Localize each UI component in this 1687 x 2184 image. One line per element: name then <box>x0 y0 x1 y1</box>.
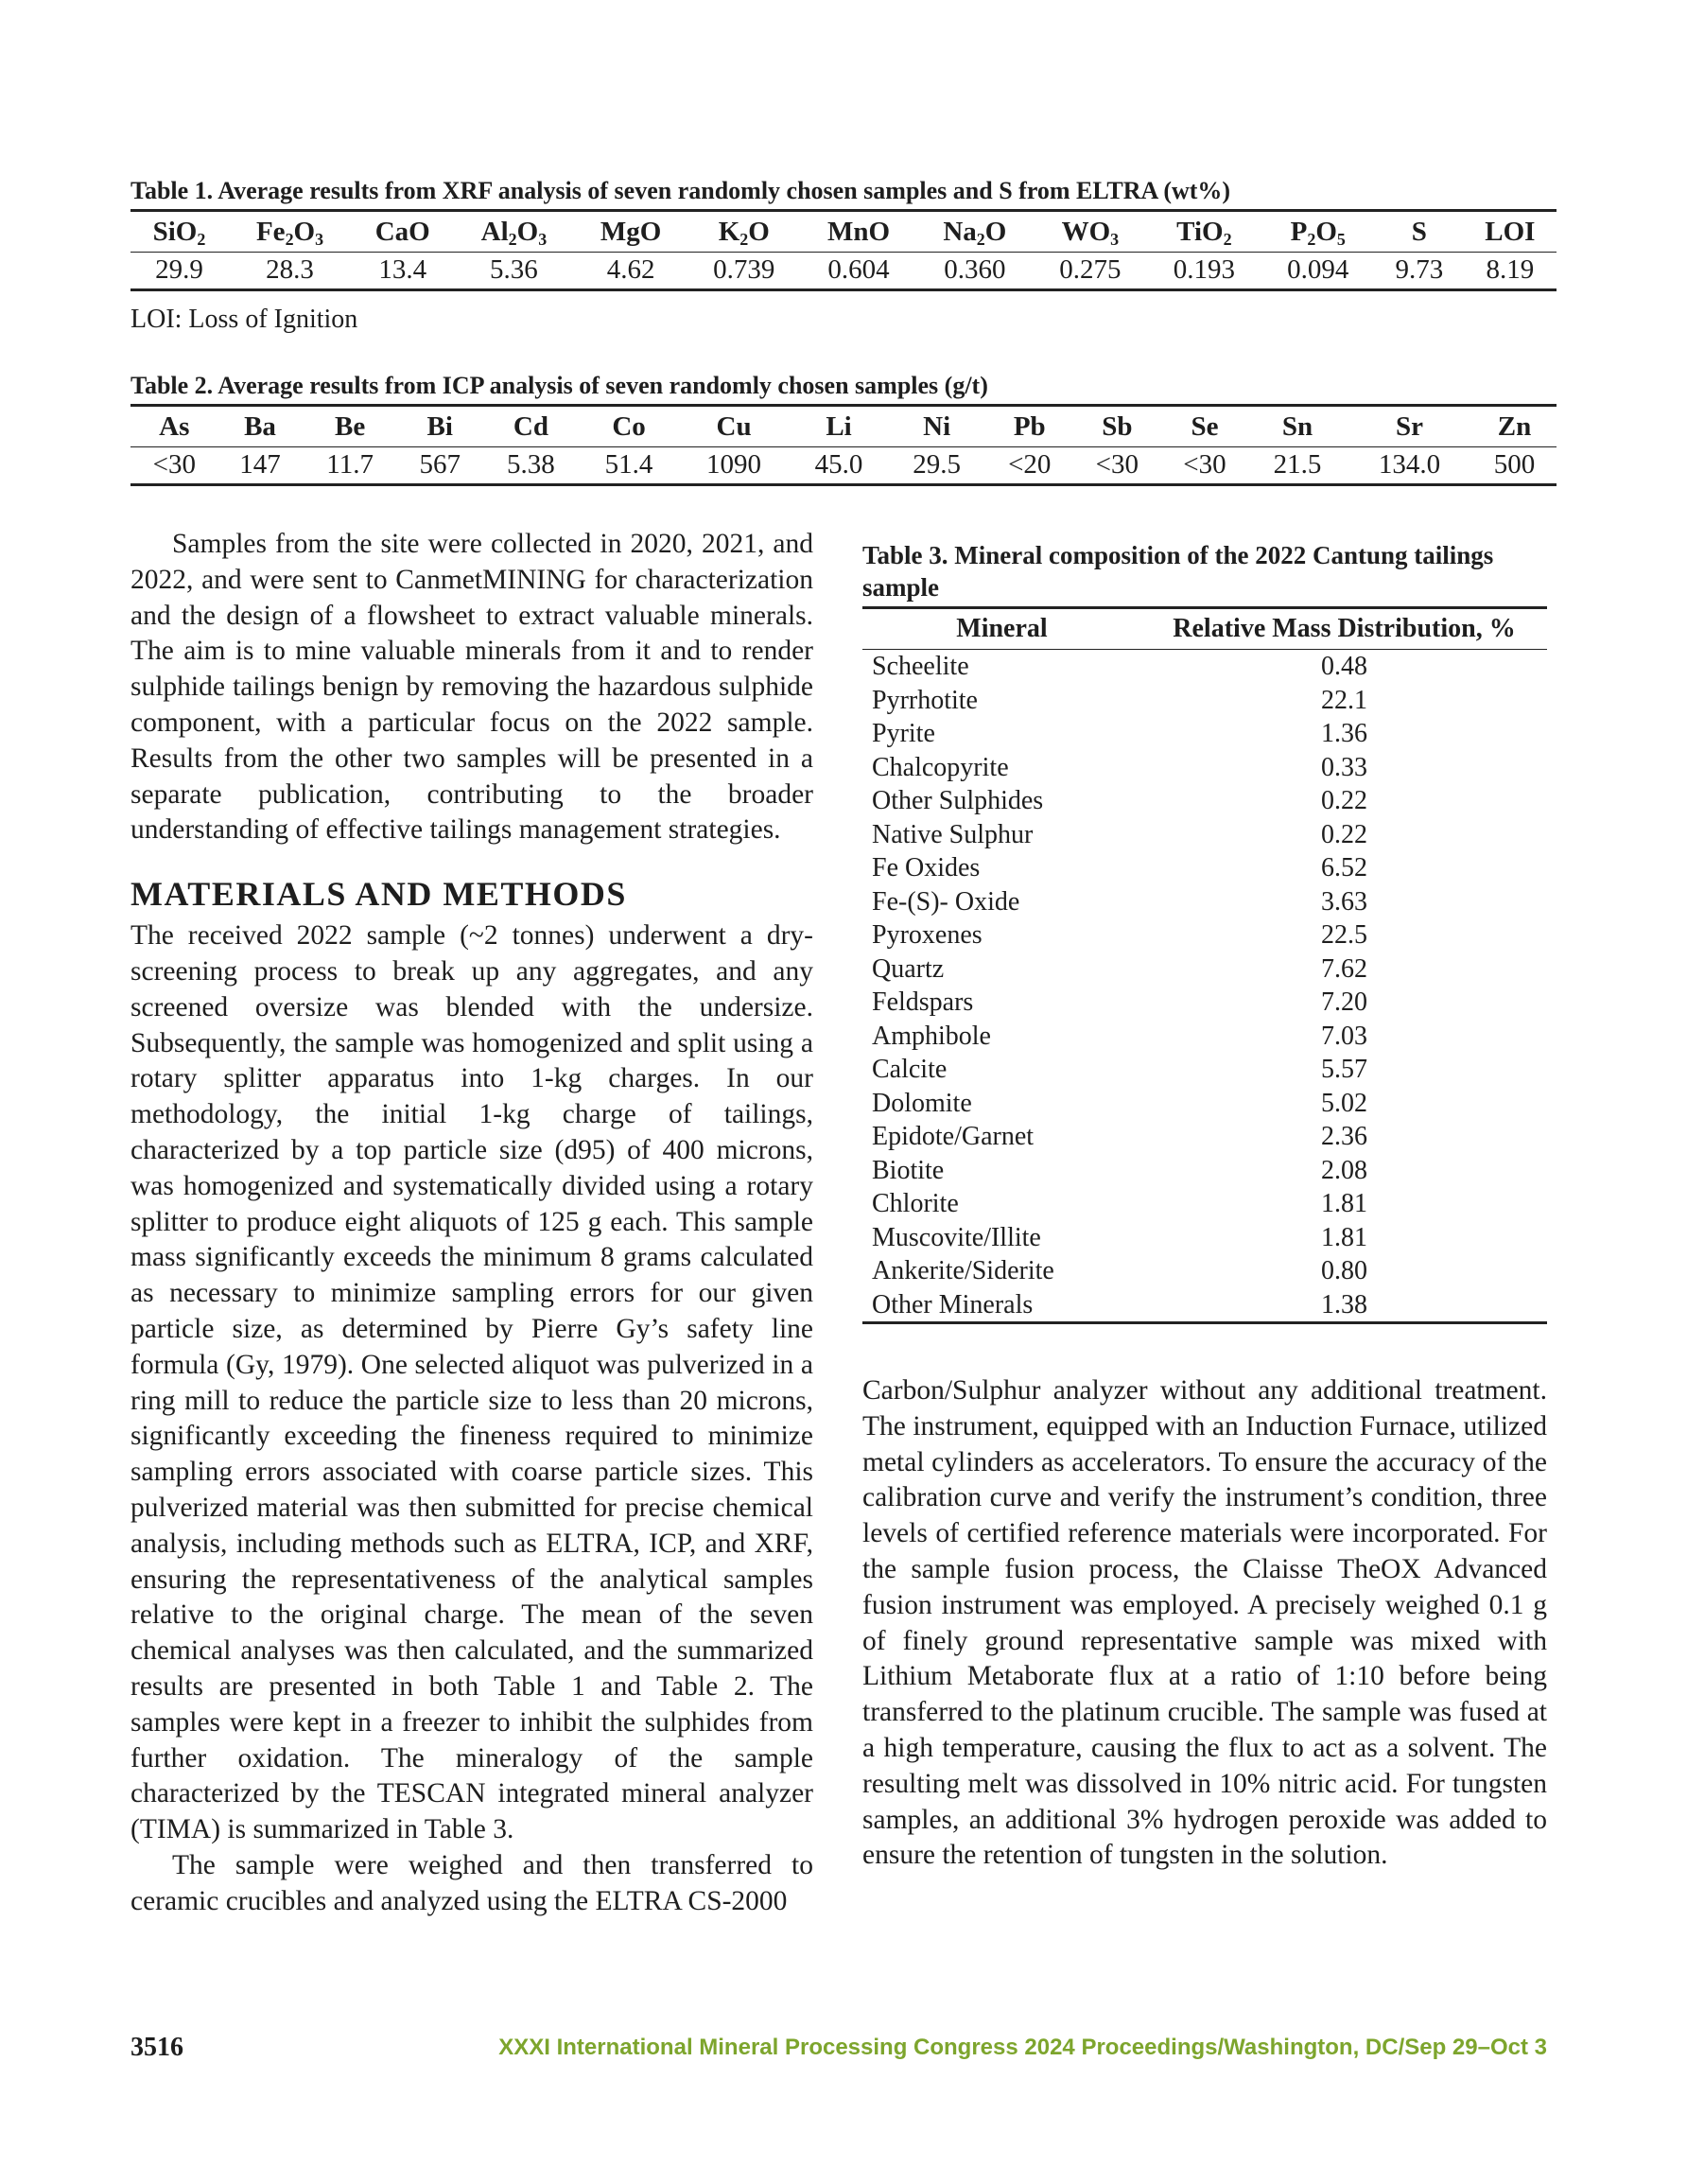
mineral-name: Pyrite <box>872 719 935 748</box>
table2-header-cell: Co <box>580 406 678 447</box>
table2-value-cell: <20 <box>985 447 1073 485</box>
table1-header-cell <box>1464 211 1557 253</box>
table1-value-cell: 4.62 <box>575 253 687 290</box>
mass-distribution-value: 22.5 <box>1321 920 1367 950</box>
subscript: 2 <box>1223 229 1232 249</box>
table2-value-cell: 5.38 <box>482 447 581 485</box>
mass-distribution-value: 1.36 <box>1321 719 1367 748</box>
mass-distribution-value: 1.81 <box>1321 1189 1367 1218</box>
mass-distribution-value: 7.03 <box>1321 1021 1367 1051</box>
table2-header-cell: As <box>130 406 218 447</box>
table3-row <box>862 1154 1547 1188</box>
table2-header-row <box>130 406 1557 447</box>
formula-part: O <box>984 216 1007 247</box>
body-paragraph-eltra: The sample were weighed and then transferred to ceramic crucibles and analyzed using the ELTRA CS-2000 <box>130 1849 813 1916</box>
table2-value-cell: 51.4 <box>580 447 678 485</box>
mass-distribution-value: 0.33 <box>1321 752 1367 782</box>
table3-row <box>862 1020 1547 1054</box>
mineral-name: Fe Oxides <box>872 853 981 882</box>
table1-header-cell <box>916 211 1034 253</box>
table1-value-cell: 0.275 <box>1034 253 1147 290</box>
table3-row <box>862 952 1547 987</box>
subscript: 3 <box>1110 229 1120 249</box>
mass-distribution-value: 0.48 <box>1321 652 1367 681</box>
table1-note: LOI: Loss of Ignition <box>130 305 358 334</box>
mass-distribution-value: 2.08 <box>1321 1155 1367 1185</box>
mass-distribution-value: 5.57 <box>1321 1055 1367 1084</box>
mineral-name: Epidote/Garnet <box>872 1122 1035 1151</box>
table1-header-cell <box>453 211 574 253</box>
table3-row <box>862 1087 1547 1121</box>
formula-part: O <box>293 216 316 247</box>
table2-header-cell: Sn <box>1248 406 1347 447</box>
table1-header-cell <box>801 211 916 253</box>
formula-part: TiO <box>1176 216 1224 247</box>
mass-distribution-value: 0.22 <box>1321 819 1367 849</box>
left-column <box>130 527 813 1919</box>
table3-row <box>862 784 1547 818</box>
table2-header-cell: Be <box>302 406 397 447</box>
formula-part: O <box>1315 216 1337 247</box>
table1-value-cell: 29.9 <box>130 253 228 290</box>
mass-distribution-value: 7.20 <box>1321 987 1367 1017</box>
table1-value-cell: 13.4 <box>352 253 453 290</box>
formula-part: P <box>1290 216 1308 247</box>
table2-value-cell: 1090 <box>678 447 790 485</box>
table1-header-row <box>130 211 1557 253</box>
mineral-name: Fe-(S)- Oxide <box>872 886 1020 917</box>
table3-row <box>862 751 1547 785</box>
table3-row <box>862 684 1547 718</box>
formula-part: Al <box>480 216 509 247</box>
mineral-name: Muscovite/Illite <box>872 1222 1041 1252</box>
table3-caption: Table 3. Mineral composition of the 2022 Cantung tailings sample <box>862 541 1494 602</box>
table3-row <box>862 1254 1547 1288</box>
table1-value-cell: 0.193 <box>1147 253 1261 290</box>
table1-value-cell: 0.360 <box>916 253 1034 290</box>
mass-distribution-value: 0.22 <box>1321 786 1367 815</box>
formula-part: Fe <box>255 216 286 247</box>
mineral-name: Biotite <box>872 1155 945 1185</box>
body-paragraph-intro: Samples from the site were collected in 2020, 2021, and 2022, and were sent to CanmetMINING for characterization and the design of a flowsheet to extract valuable minerals. The aim is to mine valuable minerals from it and to render sulphide tailings benign by removing the hazardous sulphide component, with a particular focus on the 2022 sample. Results from the other two samples will be presented in a separate publication, contributing to the broader understanding of effective tailings management strategies. <box>130 529 813 846</box>
mass-distribution-value: 1.38 <box>1141 1288 1547 1323</box>
table1-caption: Table 1. Average results from XRF analysis of seven randomly chosen samples and S from ELTRA (wt%) <box>130 177 1231 204</box>
table2-value-cell: <30 <box>1161 447 1249 485</box>
table2-value-cell: 21.5 <box>1248 447 1347 485</box>
table2-value-row <box>130 447 1557 485</box>
table1-value-cell: 28.3 <box>228 253 352 290</box>
right-column <box>862 1373 1547 1874</box>
subscript: 3 <box>538 229 548 249</box>
formula-part: LOI <box>1485 216 1536 247</box>
table1-xrf <box>130 209 1557 291</box>
mineral-name: Scheelite <box>872 652 969 681</box>
body-paragraph-methods: The received 2022 sample (~2 tonnes) underwent a dry-screening process to break up any aggregates, and any screened oversize was blended with the undersize. Subsequently, the sample was homogenized and split using a rotary splitter apparatus into 1-kg charges. In our methodology, the initial 1-kg charge of tailings, characterized by a top particle size (d95) of 400 microns, was homogenized and systematically divided using a rotary splitter to produce eight aliquots of 125 g each. This sample mass significantly exceeds the minimum 8 grams calculated as necessary to minimize sampling errors for our given particle size, as determined by Pierre Gy’s safety line formula (Gy, 1979). One selected aliquot was pulverized in a ring mill to reduce the particle size to less than 20 microns, significantly exceeding the fineness required to minimize sampling errors associated with coarse particle sizes. This pulverized material was then submitted for precise chemical analysis, including methods such as ELTRA, ICP, and XRF, ensuring the representativeness of the analytical samples relative to the original charge. The mean of the seven chemical analyses was then calculated, and the summarized results are presented in both Table 1 and Table 2. The samples were kept in a freezer to inhibit the sulphides from further oxidation. The mineralogy of the sample characterized by the TESCAN integrated mineral analyzer (TIMA) is summarized in Table 3. <box>130 920 813 1845</box>
table1-header-cell <box>352 211 453 253</box>
mineral-name: Pyroxenes <box>872 920 983 950</box>
subscript: 2 <box>197 229 206 249</box>
table1-value-cell: 8.19 <box>1464 253 1557 290</box>
table2-header-cell: Cu <box>678 406 790 447</box>
table1-value-cell: 0.094 <box>1261 253 1375 290</box>
mass-distribution-value: 1.81 <box>1321 1222 1367 1252</box>
subscript: 2 <box>285 229 294 249</box>
table2-header-cell: Zn <box>1472 406 1557 447</box>
formula-part: Na <box>943 216 977 247</box>
table2-header-cell: Sb <box>1073 406 1161 447</box>
table3-row <box>862 1053 1547 1087</box>
table1-value-cell: 0.604 <box>801 253 916 290</box>
mass-distribution-value: 6.52 <box>1321 853 1367 882</box>
table1-header-cell <box>228 211 352 253</box>
table2-header-cell: Cd <box>482 406 581 447</box>
mineral-name: Native Sulphur <box>872 819 1034 849</box>
table3-row <box>862 1120 1547 1154</box>
table3-mineral-composition <box>862 606 1547 1324</box>
formula-part: S <box>1411 216 1427 247</box>
table3-header-mineral: Mineral <box>862 608 1141 650</box>
section-heading: MATERIALS AND METHODS <box>130 875 627 914</box>
table3-row <box>862 986 1547 1020</box>
subscript: 2 <box>976 229 985 249</box>
formula-part: MnO <box>826 216 891 247</box>
subscript: 3 <box>315 229 324 249</box>
table2-header-cell: Pb <box>985 406 1073 447</box>
table1-header-cell <box>1375 211 1464 253</box>
table2-value-cell: 11.7 <box>302 447 397 485</box>
mineral-name: Other Minerals <box>862 1288 1141 1323</box>
mineral-name: Chalcopyrite <box>872 752 1009 782</box>
table2-value-cell: 500 <box>1472 447 1557 485</box>
page-number: 3516 <box>130 2033 183 2062</box>
table3-row <box>862 918 1547 952</box>
table2-value-cell: <30 <box>1073 447 1161 485</box>
table2-header-cell: Se <box>1161 406 1249 447</box>
mass-distribution-value: 3.63 <box>1321 886 1367 917</box>
subscript: 2 <box>508 229 517 249</box>
table2-header-cell: Ni <box>888 406 986 447</box>
table3-row <box>862 1288 1547 1323</box>
table3-header-row <box>862 608 1547 650</box>
formula-part: MgO <box>600 216 662 247</box>
table2-icp <box>130 404 1557 486</box>
table1-header-cell <box>575 211 687 253</box>
table1-header-cell <box>687 211 801 253</box>
subscript: 2 <box>1307 229 1316 249</box>
body-paragraph-analysis: Carbon/Sulphur analyzer without any additional treatment. The instrument, equipped with an Induction Furnace, utilized metal cylinders as accelerators. To ensure the accuracy of the calibration curve and verify the instrument’s condition, three levels of certified reference materials were incorporated. For the sample fusion process, the Claisse TheOX Advanced fusion instrument was employed. A precisely weighed 0.1 g of finely ground representative sample was mixed with Lithium Metaborate flux at a ratio of 1:10 before being transferred to the platinum crucible. The sample was fused at a high temperature, causing the flux to act as a solvent. The resulting melt was dissolved in 10% nitric acid. For tungsten samples, an additional 3% hydrogen peroxide was added to ensure the retention of tungsten in the solution. <box>862 1375 1547 1871</box>
table2-value-cell: 134.0 <box>1347 447 1472 485</box>
table2-value-cell: 29.5 <box>888 447 986 485</box>
mineral-name: Ankerite/Siderite <box>872 1256 1054 1285</box>
mineral-name: Feldspars <box>872 987 974 1017</box>
table3-row <box>862 818 1547 852</box>
mass-distribution-value: 22.1 <box>1321 685 1367 715</box>
mass-distribution-value: 0.80 <box>1321 1256 1367 1285</box>
subscript: 2 <box>739 229 749 249</box>
mass-distribution-value: 5.02 <box>1321 1088 1367 1118</box>
mass-distribution-value: 7.62 <box>1321 953 1367 984</box>
table3-row <box>862 885 1547 919</box>
table2-header-cell: Bi <box>398 406 482 447</box>
mineral-name: Chlorite <box>872 1189 959 1218</box>
formula-part: CaO <box>374 216 430 247</box>
conference-footer: XXXI International Mineral Processing Congress 2024 Proceedings/Washington, DC/Sep 29–Oct 3 <box>498 2035 1547 2060</box>
mineral-name: Quartz <box>872 953 945 984</box>
table1-header-cell <box>130 211 228 253</box>
mineral-name: Dolomite <box>872 1088 972 1118</box>
table1-value-cell: 0.739 <box>687 253 801 290</box>
mass-distribution-value: 2.36 <box>1321 1122 1367 1151</box>
table1-value-row <box>130 253 1557 290</box>
formula-part: WO <box>1061 216 1111 247</box>
table3-row <box>862 1187 1547 1221</box>
table2-caption: Table 2. Average results from ICP analysis of seven randomly chosen samples (g/t) <box>130 372 988 399</box>
table3-row <box>862 717 1547 751</box>
table1-header-cell <box>1261 211 1375 253</box>
table2-value-cell: <30 <box>130 447 218 485</box>
formula-part: K <box>718 216 740 247</box>
table2-value-cell: 567 <box>398 447 482 485</box>
subscript: 5 <box>1336 229 1346 249</box>
table1-value-cell: 5.36 <box>453 253 574 290</box>
formula-part: O <box>748 216 770 247</box>
mineral-name: Amphibole <box>872 1021 991 1051</box>
mineral-name: Other Sulphides <box>872 786 1044 815</box>
table2-header-cell: Li <box>790 406 888 447</box>
table3-header-distribution: Relative Mass Distribution, % <box>1141 608 1547 650</box>
table3-row <box>862 1221 1547 1255</box>
table2-header-cell: Ba <box>218 406 303 447</box>
formula-part: SiO <box>152 216 198 247</box>
table3-row <box>862 851 1547 885</box>
mineral-name: Calcite <box>872 1055 948 1084</box>
table1-value-cell: 9.73 <box>1375 253 1464 290</box>
table2-header-cell: Sr <box>1347 406 1472 447</box>
table1-header-cell <box>1034 211 1147 253</box>
table2-value-cell: 45.0 <box>790 447 888 485</box>
table3-row <box>862 650 1547 684</box>
table2-value-cell: 147 <box>218 447 303 485</box>
table1-header-cell <box>1147 211 1261 253</box>
mineral-name: Pyrrhotite <box>872 685 978 715</box>
formula-part: O <box>516 216 539 247</box>
